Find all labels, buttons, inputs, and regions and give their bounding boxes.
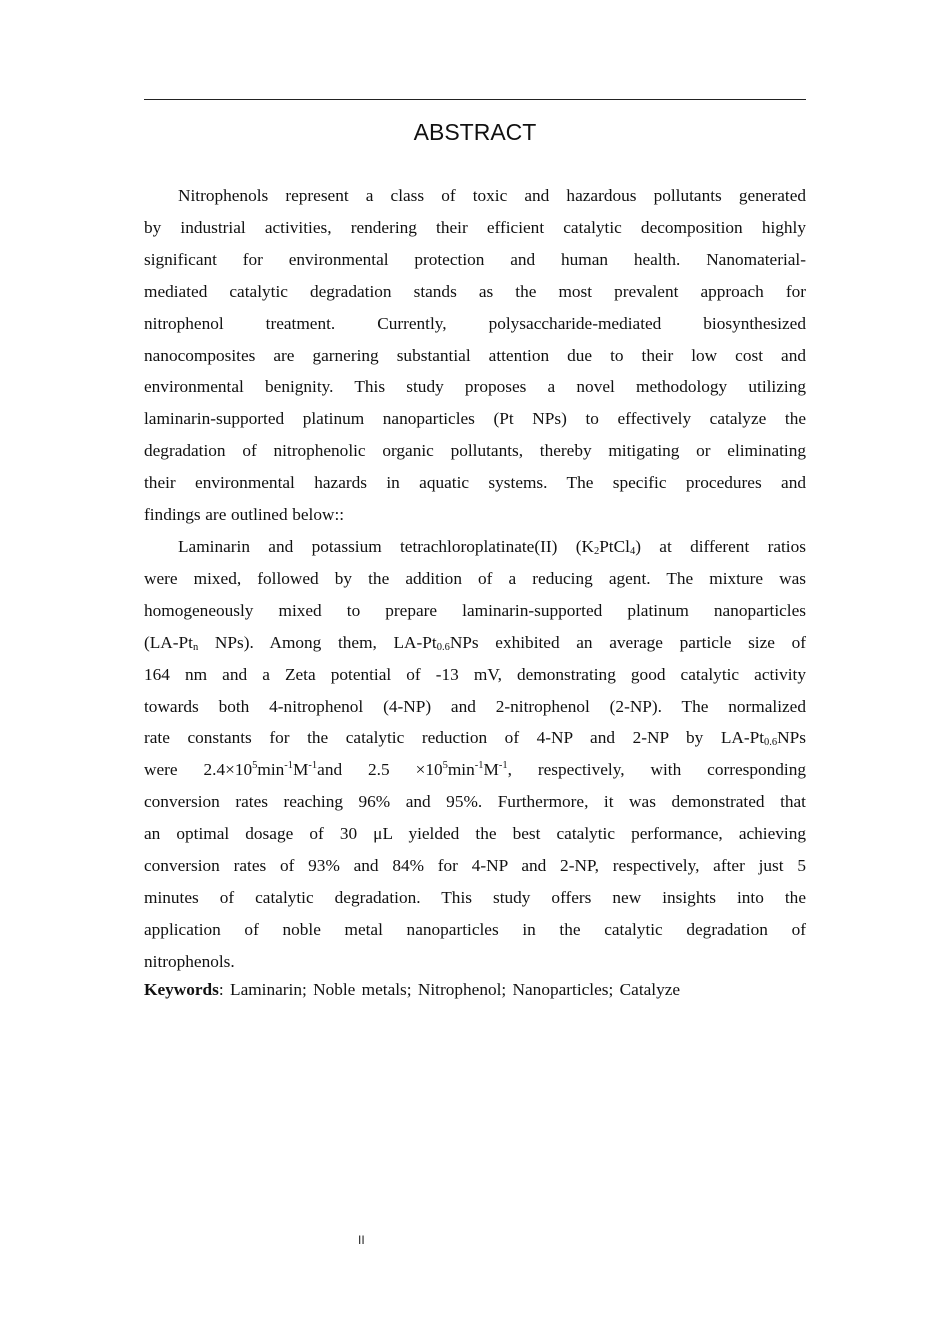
p2-line-2: were mixed, followed by the addition of a reducing agent. The mixture was <box>144 568 806 588</box>
keywords-line <box>144 974 806 1005</box>
page-number: II <box>358 1233 365 1247</box>
p2-line-10: an optimal dosage of 30 μL yielded the best catalytic performance, achieving <box>144 824 806 844</box>
p2-line-14: nitrophenols. <box>144 951 235 971</box>
keywords-label: Keywords <box>144 979 219 999</box>
keywords-text: : Laminarin; Noble metals; Nitrophenol; Nanoparticles; Catalyze <box>218 979 681 999</box>
p2-line-7: rate constants for the catalytic reduction of 4-NP and 2-NP by $LA-Pt_{0.6}NPs$ <box>144 728 806 749</box>
header-rule <box>144 99 806 100</box>
p2-line-12: minutes of catalytic degradation. This study offers new insights into the <box>144 887 806 907</box>
p2-line-11: conversion rates of 93% and 84% for 4-NP and 2-NP, respectively, after just 5 <box>144 856 806 876</box>
p2-line-13: application of noble metal nanoparticles in the catalytic degradation of <box>144 919 806 939</box>
p1-line-11: findings are outlined below:: <box>144 505 345 525</box>
p2-line-6: towards both 4-nitrophenol (4-NP) and 2-nitrophenol (2-NP). The normalized <box>144 696 806 716</box>
p1-line-5: nitrophenol treatment. Currently, polysaccharide-mediated biosynthesized <box>144 313 806 333</box>
p2-line-9: conversion rates reaching 96% and 95%. Furthermore, it was demonstrated that <box>144 792 806 812</box>
p1-line-4: mediated catalytic degradation stands as the most prevalent approach for <box>144 281 806 301</box>
p1-line-9: degradation of nitrophenolic organic pollutants, thereby mitigating or eliminating <box>144 441 806 461</box>
abstract-heading: ABSTRACT <box>413 119 537 145</box>
p2-line-8: were $2.4\times 10^5\min^{-1}M^{-1}and$ $2.5 \times 10^5\min^{-1}M^{-1}$, respectively, with corresponding <box>144 760 807 780</box>
abstract-paragraph-1 <box>144 180 806 531</box>
abstract-paragraph-2 <box>144 531 806 978</box>
p2-line-4: ($LA-Pt_n$ NPs). Among them, $LA-Pt_{0.6}NPs$ exhibited an average particle size of <box>144 632 806 653</box>
p1-line-8: laminarin-supported platinum nanoparticles (Pt NPs) to effectively catalyze the <box>144 409 806 429</box>
abstract-body <box>144 180 806 1005</box>
p1-line-10: their environmental hazards in aquatic systems. The specific procedures and <box>144 473 806 493</box>
p2-line-5: 164 nm and a Zeta potential of -13 mV, demonstrating good catalytic activity <box>144 664 806 684</box>
p1-line-3: significant for environmental protection and human health. Nanomaterial- <box>144 249 806 269</box>
p1-line-2: by industrial activities, rendering their efficient catalytic decomposition highly <box>144 217 806 237</box>
p1-line-7: environmental benignity. This study proposes a novel methodology utilizing <box>144 377 806 397</box>
p2-line-3: homogeneously mixed to prepare laminarin-supported platinum nanoparticles <box>144 600 806 620</box>
p1-line-6: nanocomposites are garnering substantial attention due to their low cost and <box>144 345 806 365</box>
p2-line-1: Laminarin and potassium tetrachloroplatinate(II) $(K_2PtCl_4)$ at different ratios <box>178 536 806 557</box>
p1-line-1: Nitrophenols represent a class of toxic and hazardous pollutants generated <box>178 186 806 205</box>
